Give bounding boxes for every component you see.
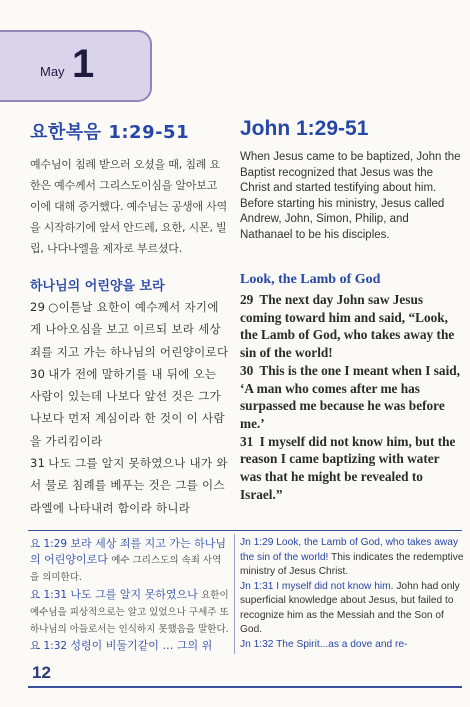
note-reference: Jn 1:31	[240, 580, 274, 592]
note-reference: 요 1:32	[30, 640, 68, 653]
verse-number: 29	[240, 292, 254, 307]
english-verses	[240, 291, 462, 503]
month-label: May	[40, 64, 65, 79]
korean-note	[30, 638, 230, 654]
note-reference: 요 1:29	[30, 538, 68, 550]
english-verse-31	[240, 433, 462, 504]
korean-verses	[30, 296, 230, 519]
note-reference: Jn 1:32	[240, 638, 274, 650]
note-heading: I myself did not know him.	[276, 580, 394, 592]
note-body: John had only superficial knowledge about Jesus, but failed to recognize him as the Messiah and the Son of God.	[240, 580, 460, 635]
english-column	[240, 117, 462, 503]
verse-number: 30	[30, 366, 46, 381]
korean-note	[30, 587, 230, 639]
note-heading: 나도 그를 알지 못하였으나	[70, 587, 198, 601]
korean-column	[30, 118, 230, 519]
verse-number: 31	[30, 456, 46, 471]
verse-number: 31	[240, 433, 254, 449]
note-heading: Look, the Lamb of God, who takes away the sin of the world!	[240, 537, 459, 563]
verse-text: 내가 전에 말하기를 내 뒤에 오는 사람이 있는데 나보다 앞선 것은 그가 나보다 먼저 계심이라 한 것이 이 사람을 가리킴이라	[30, 366, 225, 448]
verse-number: 29	[30, 300, 46, 314]
english-verse-30	[240, 362, 462, 433]
verse-text: ○이튿날 요한이 예수께서 자기에게 나아오심을 보고 이르되 보라 세상 죄를 지고 가는 하나님의 어린양이로다	[30, 300, 229, 359]
english-note	[240, 536, 464, 580]
page-bottom-rule	[28, 686, 462, 688]
verse-text: The next day John saw Jesus coming toward him and said, “Look, the Lamb of God, who takes away the sin of the world!	[240, 292, 455, 361]
english-passage-title: John 1:29-51	[240, 117, 369, 140]
korean-verse-31	[30, 452, 230, 519]
verse-number: 30	[240, 362, 254, 378]
note-reference: 요 1:31	[30, 588, 68, 601]
korean-verse-29	[30, 296, 230, 363]
note-heading: 보라 세상 죄를 지고 가는 하나님의 어린양이로다	[30, 537, 227, 567]
note-heading: The Spirit...as a dove and re-	[276, 638, 408, 650]
day-number: 1	[72, 42, 95, 86]
english-note	[240, 638, 464, 653]
verse-text: I myself did not know him, but the reason I came baptizing with water was that he might be revealed to Israel.”	[240, 433, 456, 502]
korean-passage-title: 요한복음 1:29-51	[30, 122, 190, 143]
note-body: 예수 그리스도의 속죄 사역을 의미한다.	[30, 555, 222, 584]
notes-column-divider	[234, 534, 235, 654]
korean-note	[30, 536, 230, 587]
verse-text: This is the one I meant when I said, ‘A man who comes after me has surpassed me because he was before me.’	[240, 362, 460, 431]
korean-notes	[30, 536, 230, 654]
date-tab	[0, 30, 152, 102]
note-reference: Jn 1:29	[240, 537, 274, 548]
english-intro: When Jesus came to be baptized, John the Baptist recognized that Jesus was the Christ and started testifying about him. Before starting his ministry, Jesus called Andrew, John, Simon, Philip, and Nathanael to be his disciples.	[240, 151, 461, 241]
notes-top-rule	[28, 530, 462, 531]
page-number: 12	[32, 663, 51, 682]
english-note	[240, 580, 464, 638]
note-body: 요한이 예수님을 피상적으로는 알고 있었으나 구세주 또 하나님의 아들로서는 인식하지 못했음을 말한다.	[30, 589, 229, 636]
verse-text: 나도 그를 알지 못하였으나 내가 와서 물로 침례를 베푸는 것은 그를 이스라엘에 나타내려 함이라 하니라	[30, 456, 228, 515]
korean-verse-30	[30, 363, 230, 452]
korean-intro: 예수님이 침례 받으러 오셨을 때, 침례 요한은 예수께서 그리스도이심을 알아보고 이에 대해 증거했다. 예수님는 공생애 사역을 시작하기에 앞서 안드레, 요한, 시몬, 빌립, 나다나엘을 제자로 부르셨다.	[30, 158, 228, 255]
english-verse-29	[240, 291, 462, 362]
note-heading: 성령이 비둘기같이 … 그의 위	[70, 639, 213, 653]
english-notes	[240, 536, 464, 652]
note-body: This indicates the redemptive ministry of Jesus Christ.	[240, 551, 464, 577]
korean-section-heading: 하나님의 어린양을 보라	[30, 279, 165, 294]
english-section-heading: Look, the Lamb of God	[240, 272, 381, 287]
